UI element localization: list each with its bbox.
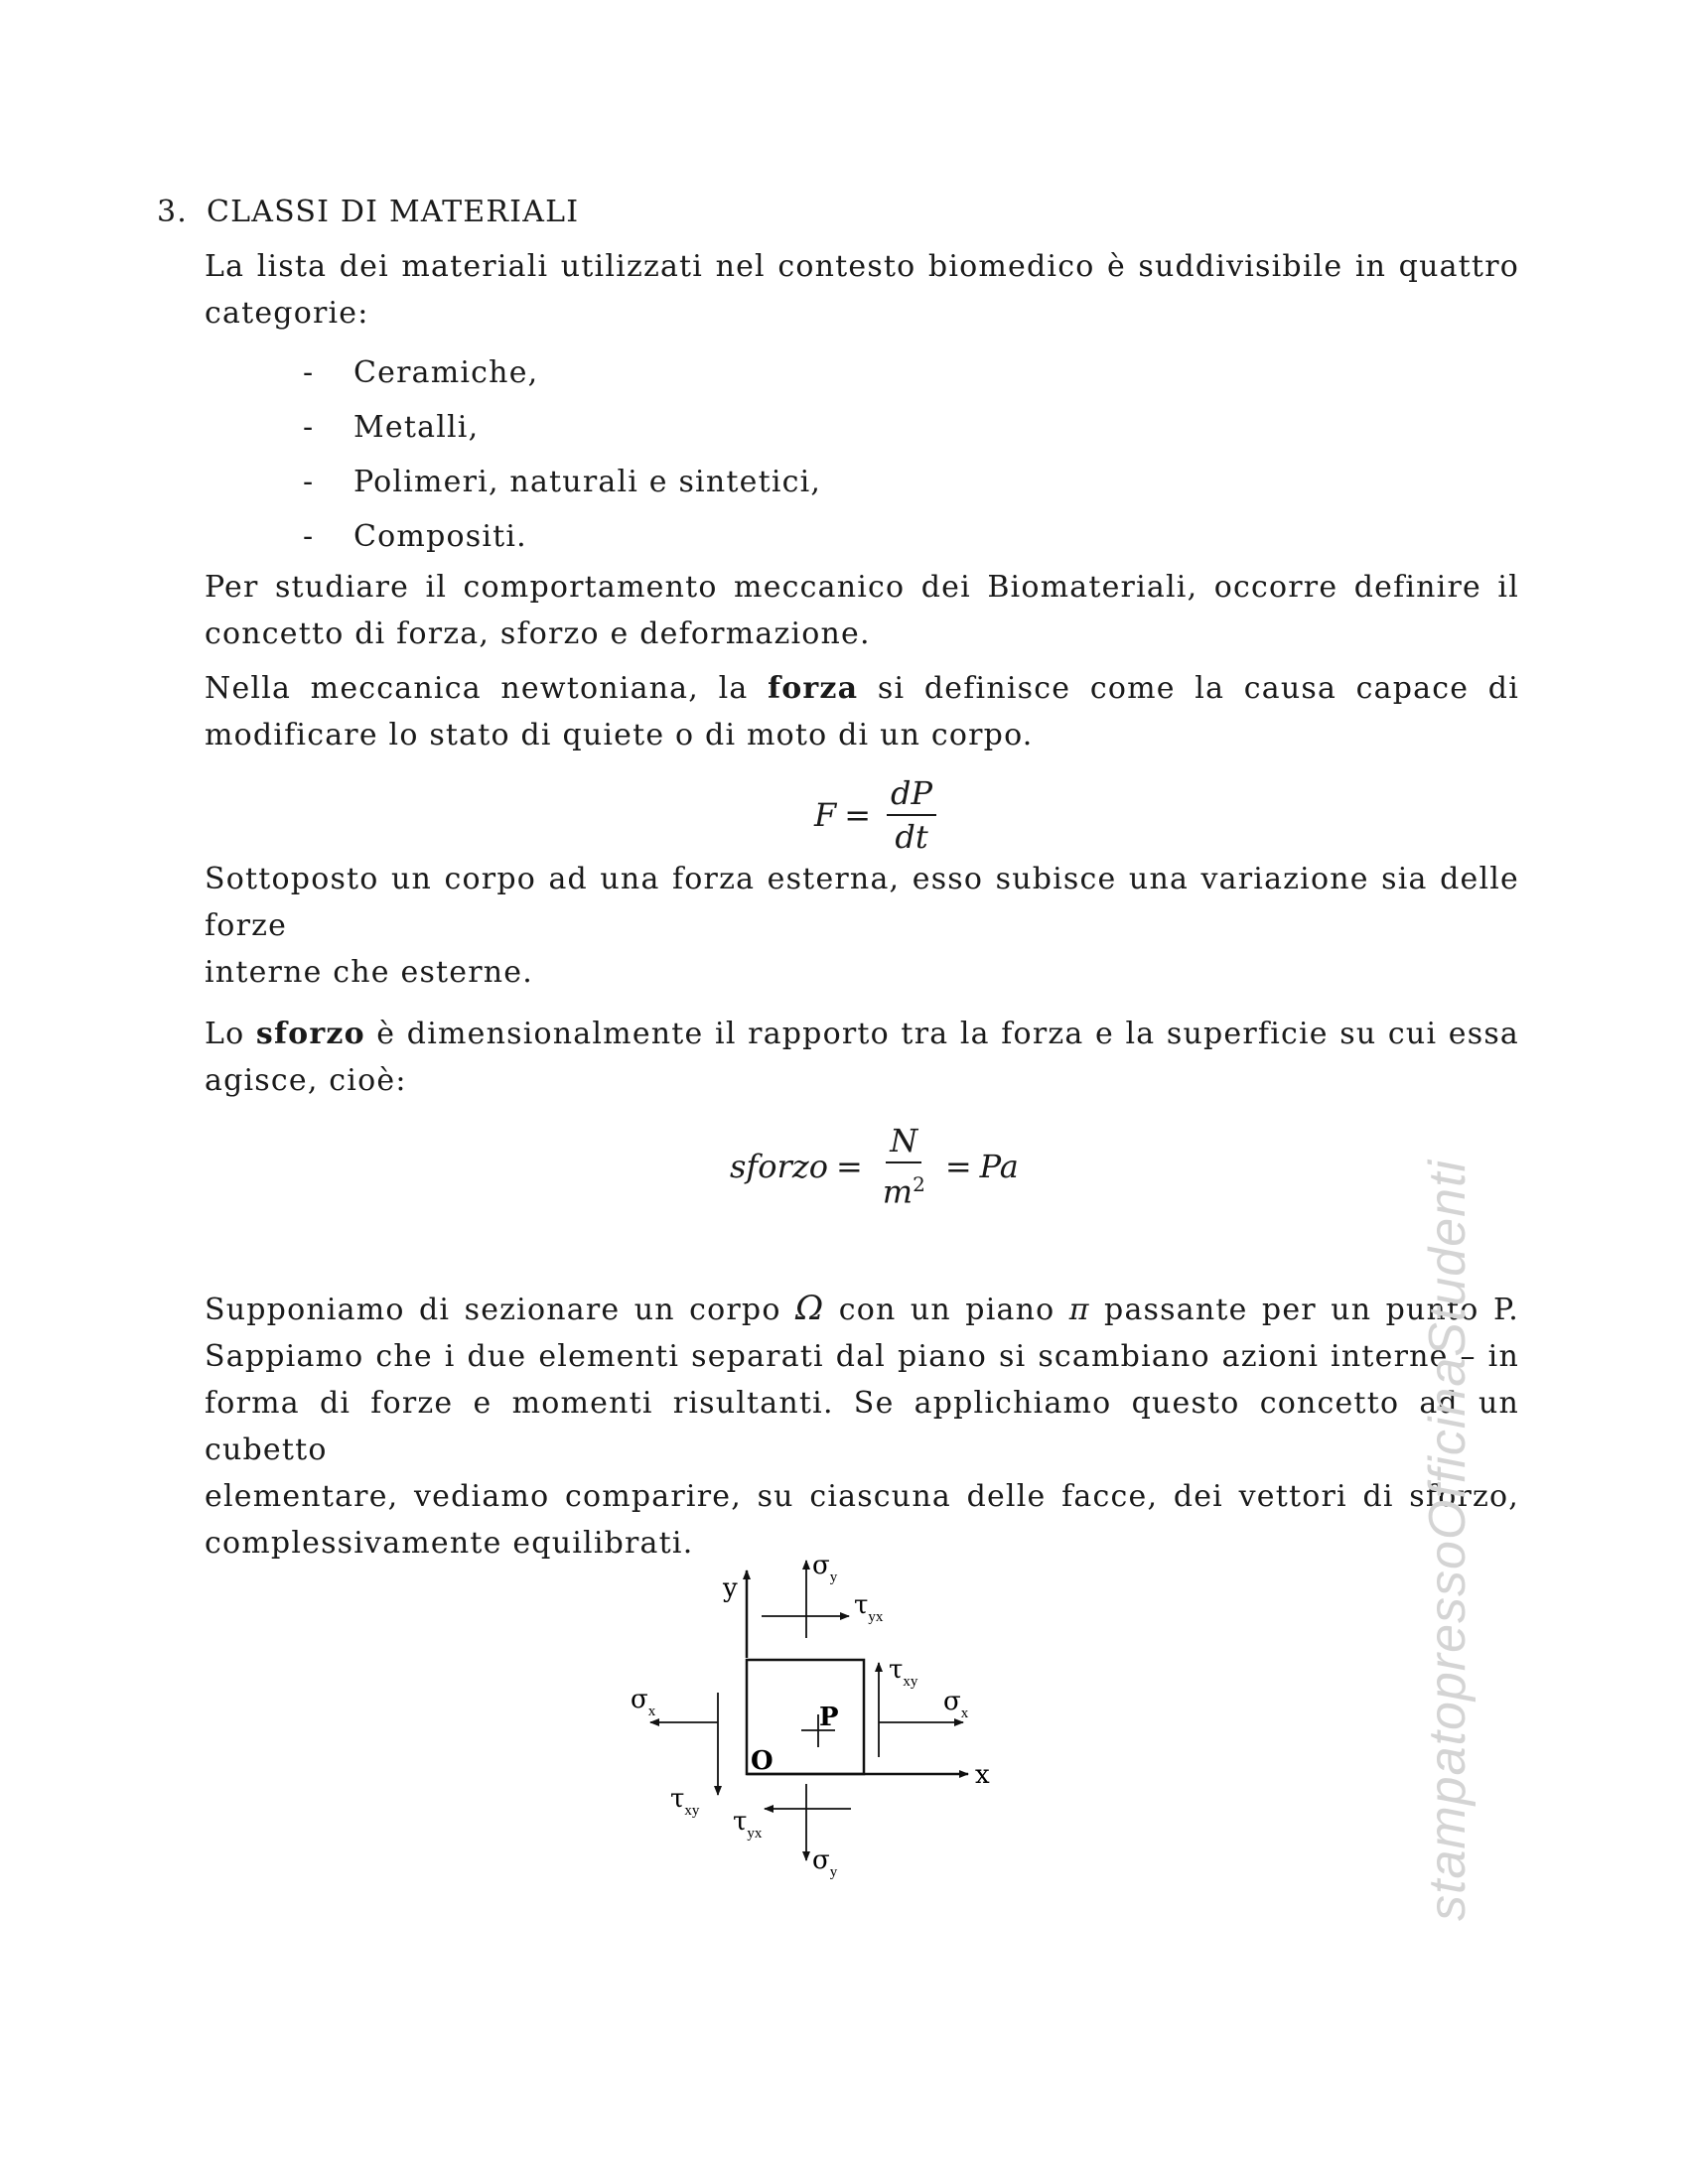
section-number: 3. <box>157 195 189 229</box>
sigma-x-left-label: σx <box>631 1685 656 1719</box>
origin-label: O <box>751 1746 774 1776</box>
intro-paragraph <box>205 243 1519 337</box>
section-title: CLASSI DI MATERIALI <box>207 195 580 229</box>
stress-paragraph: Lo sforzo è dimensionalmente il rapporto tra la forza e la superficie su cui essa agisce, cioè: <box>205 1017 1519 1098</box>
tau-xy-left-label: τxy <box>670 1784 700 1819</box>
section-heading <box>157 195 579 229</box>
sigma-x-right-label: σx <box>943 1687 969 1721</box>
stress-equation: sforzo = $\frac{N}{m^2}$ = Pa <box>730 1122 1019 1211</box>
external-force-paragraph: Sottoposto un corpo ad una forza esterna, esso subisce una variazione sia delle forze interne che esterne. <box>205 862 1519 990</box>
tau-yx-top-label: τyx <box>854 1590 884 1625</box>
force-paragraph: Nella meccanica newtoniana, la forza si definisce come la causa capace di modificare lo stato di quiete o di moto di un corpo. <box>205 671 1519 752</box>
term-forza: forza <box>768 671 859 706</box>
tau-xy-right-label: τxy <box>889 1655 918 1690</box>
omega-symbol: Ω <box>794 1289 825 1328</box>
sigma-y-top-label: σy <box>812 1551 838 1585</box>
y-axis-label: y <box>723 1573 738 1603</box>
point-label: P <box>819 1703 839 1732</box>
section-paragraph: Supponiamo di sezionare un corpo Ω con un piano π passante per un punto P. Sappiamo che i due elementi separati dal piano si scambiano azioni interne – in forma di forze e momenti risultanti. Se applichiamo questo concetto ad un cubetto elementare, vediamo comparire, su ciascuna delle facce, dei vettori di sforzo, complessivamente equilibrati. <box>205 1289 1519 1561</box>
mechanics-paragraph: Per studiare il comportamento meccanico dei Biomateriali, occorre definire il concetto di forza, sforzo e deformazione. <box>205 570 1519 651</box>
sigma-y-bottom-label: σy <box>812 1845 838 1880</box>
intro-line-1: La lista dei materiali utilizzati nel contesto biomedico è suddivisibile in quattro <box>205 249 1519 284</box>
pi-symbol: π <box>1068 1293 1090 1327</box>
term-sforzo: sforzo <box>255 1017 365 1051</box>
intro-line-2: categorie: <box>205 296 369 331</box>
force-equation: F = $\frac{dP}{dt}$ <box>814 772 944 858</box>
stress-element-diagram <box>616 1549 1013 1886</box>
tau-yx-bottom-label: τyx <box>733 1807 763 1842</box>
x-axis-label: x <box>975 1760 990 1790</box>
watermark: stampatopressoOfficinaStudenti <box>1419 1159 1477 1921</box>
